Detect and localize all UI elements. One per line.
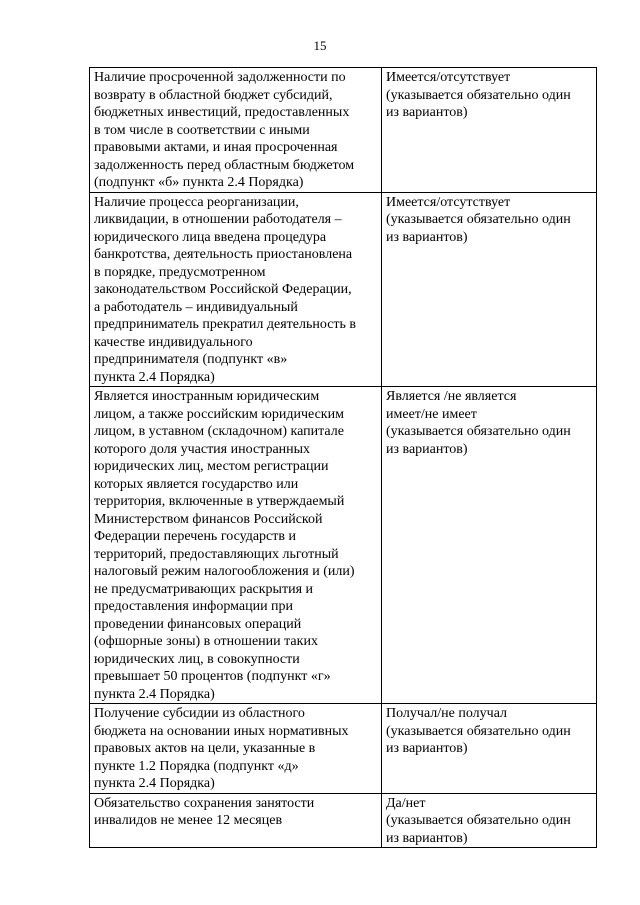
criterion-cell bbox=[90, 192, 382, 387]
table-row bbox=[90, 704, 597, 794]
criterion-text-line: лицом, а также российским юридическим bbox=[94, 406, 344, 422]
value-text-line: (указывается обязательно один bbox=[386, 424, 571, 439]
value-text-line: из вариантов) bbox=[386, 229, 468, 245]
criterion-text-line: территорий, предоставляющих льготный bbox=[94, 546, 339, 562]
criterion-text-line: пункта 2.4 Порядка) bbox=[94, 369, 215, 385]
criterion-text-line: юридических лиц, в совокупности bbox=[94, 651, 300, 667]
criterion-text-line: юридического лица введена процедура bbox=[94, 229, 327, 245]
criterion-text-line: проведении финансовых операций bbox=[94, 616, 302, 632]
table-row bbox=[90, 68, 597, 193]
value-text-line: из вариантов) bbox=[386, 741, 468, 756]
criterion-text-line: Министерством финансов Российской bbox=[94, 511, 323, 527]
criterion-text-line: территория, включенные в утверждаемый bbox=[94, 494, 345, 509]
criterion-text-line: бюджетных инвестиций, предоставленных bbox=[94, 105, 350, 120]
value-text-line: из вариантов) bbox=[386, 441, 468, 457]
criterion-text-line: пункта 2.4 Порядка) bbox=[94, 686, 215, 702]
criterion-text-line: задолженность перед областным бюджетом bbox=[94, 157, 355, 173]
value-text-line: Имеется/отсутствует bbox=[386, 70, 511, 85]
criterion-text-line: Обязательство сохранения занятости bbox=[94, 795, 315, 811]
criterion-text-line: предприниматель прекратил деятельность в bbox=[94, 317, 357, 332]
table-row bbox=[90, 192, 597, 387]
value-cell bbox=[382, 387, 597, 704]
criterion-text-line: предпринимателя (подпункт «в» bbox=[94, 352, 288, 367]
criterion-text-line: не предусматривающих раскрытия и bbox=[94, 581, 314, 597]
table-row bbox=[90, 793, 597, 848]
criterion-cell bbox=[90, 68, 382, 193]
value-text-line: (указывается обязательно один bbox=[386, 87, 571, 103]
value-text-line: имеет/не имеет bbox=[386, 406, 477, 422]
value-text-line: из вариантов) bbox=[386, 105, 468, 120]
value-text-line: Является /не является bbox=[386, 389, 517, 404]
criterion-text-line: лицом, в уставном (складочном) капитале bbox=[94, 424, 344, 439]
criterion-text-line: правовыми актами, и иная просроченная bbox=[94, 140, 338, 155]
criterion-text-line: ликвидации, в отношении работодателя – bbox=[94, 212, 342, 227]
criterion-text-line: правовых актов на цели, указанные в bbox=[94, 741, 316, 756]
criterion-cell bbox=[90, 793, 382, 848]
value-text-line: (указывается обязательно один bbox=[386, 813, 571, 828]
criterion-text-line: (офшорные зоны) в отношении таких bbox=[94, 634, 318, 649]
criterion-text-line: законодательством Российской Федерации, bbox=[94, 282, 352, 297]
criterion-text-line: в том числе в соответствии с иными bbox=[94, 122, 310, 138]
criterion-text-line: Федерации перечень государств и bbox=[94, 529, 296, 544]
criterion-text-line: а работодатель – индивидуальный bbox=[94, 299, 298, 315]
criterion-text-line: возврату в областной бюджет субсидий, bbox=[94, 87, 333, 103]
value-cell bbox=[382, 704, 597, 794]
value-text-line: Да/нет bbox=[386, 795, 426, 811]
criterion-text-line: Является иностранным юридическим bbox=[94, 389, 320, 404]
criterion-text-line: инвалидов не менее 12 месяцев bbox=[94, 813, 283, 828]
criterion-text-line: банкротства, деятельность приостановлена bbox=[94, 247, 353, 262]
requirements-table bbox=[89, 67, 597, 848]
criterion-text-line: которого доля участия иностранных bbox=[94, 441, 311, 457]
value-text-line: Имеется/отсутствует bbox=[386, 194, 511, 210]
criterion-text-line: пункта 2.4 Порядка) bbox=[94, 776, 215, 791]
page-number: 15 bbox=[313, 38, 327, 53]
criterion-text-line: (подпункт «б» пункта 2.4 Порядка) bbox=[94, 175, 304, 190]
table-row bbox=[90, 387, 597, 704]
criterion-text-line: которых является государство или bbox=[94, 476, 299, 492]
criterion-text-line: в порядке, предусмотренном bbox=[94, 264, 266, 280]
criterion-text-line: превышает 50 процентов (подпункт «г» bbox=[94, 669, 331, 684]
criterion-text-line: Наличие процесса реорганизации, bbox=[94, 194, 299, 210]
criterion-text-line: бюджета на основании иных нормативных bbox=[94, 723, 349, 739]
value-text-line: из вариантов) bbox=[386, 830, 468, 846]
criterion-text-line: Получение субсидии из областного bbox=[94, 706, 305, 721]
value-text-line: Получал/не получал bbox=[386, 706, 508, 721]
criterion-text-line: юридических лиц, местом регистрации bbox=[94, 459, 329, 474]
criterion-cell bbox=[90, 704, 382, 794]
criterion-text-line: пункте 1.2 Порядка (подпункт «д» bbox=[94, 758, 299, 774]
criterion-text-line: налоговый режим налогообложения и (или) bbox=[94, 564, 355, 579]
criterion-text-line: Наличие просроченной задолженности по bbox=[94, 70, 346, 85]
value-text-line: (указывается обязательно один bbox=[386, 212, 571, 227]
criterion-text-line: предоставления информации при bbox=[94, 599, 294, 614]
value-text-line: (указывается обязательно один bbox=[386, 723, 571, 739]
value-cell bbox=[382, 68, 597, 193]
criterion-text-line: качестве индивидуального bbox=[94, 334, 253, 350]
table-body bbox=[90, 68, 597, 848]
criterion-cell bbox=[90, 387, 382, 704]
value-cell bbox=[382, 793, 597, 848]
value-cell bbox=[382, 192, 597, 387]
